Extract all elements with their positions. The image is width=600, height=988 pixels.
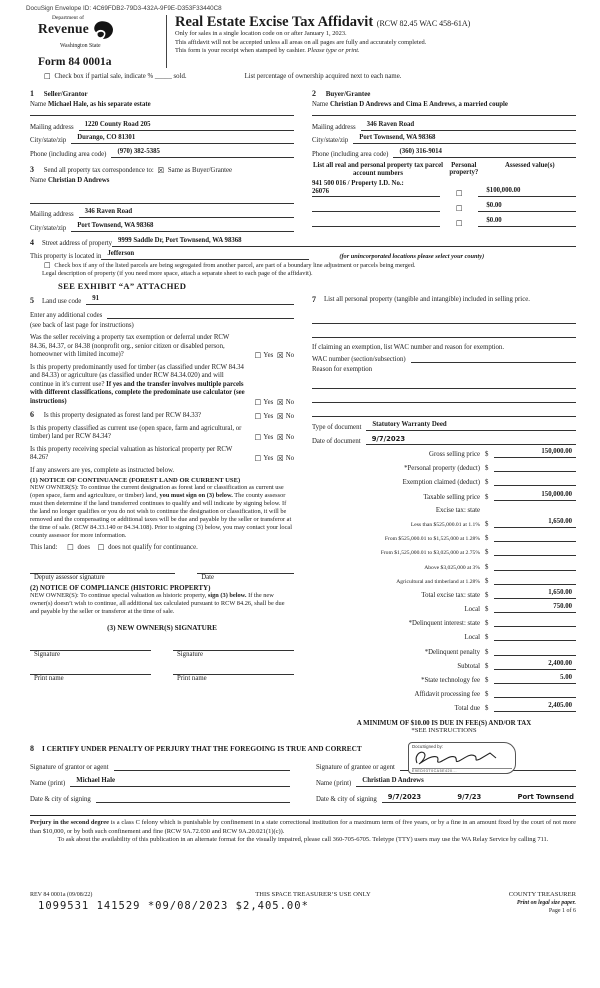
grantee-name-row: Name (print) Christian D Andrews [316, 777, 576, 787]
signature-label: Signature [34, 651, 61, 659]
parcel-row [312, 217, 576, 227]
reason-exemption-label: Reason for exemption [312, 366, 373, 374]
historic-question: Is this property receiving special valuation as historical property per RCW 84.26? ☐ Yes ☒ No [30, 445, 294, 464]
same-as-buyer-label: Same as Buyer/Grantee [167, 166, 233, 174]
seller-name-underline [30, 115, 294, 116]
section7-number: 7 [312, 295, 316, 305]
current-use-question: Is this property classified as current use (open space, farm and agricultural, or timber) land per RCW 84.34? ☐ Yes ☒ No [30, 424, 294, 443]
parcel-number: 941 500 016 / Property I.D. No.: 26076 [312, 180, 440, 197]
grantee-signing-date-short: 9/7/23 [457, 793, 482, 802]
grantor-date-city-line [96, 793, 290, 803]
tax-value [494, 476, 576, 486]
tax-rate-row: Less than $525,000.01 at 1.1% $ 1,650.00 [312, 518, 576, 528]
print-name-label: Print name [34, 675, 64, 683]
print-name-label: Print name [177, 675, 207, 683]
claiming-exemption-note: If claiming an exemption, list WAC number and reason for exemption. [312, 343, 505, 351]
parcel-col2-header: Personal property? [449, 161, 479, 177]
alternate-format-note: To ask about the availability of this publication in an alternate format for the visually impaired, please call 360-705-6705. Teletype (TTY) users may use the WA Relay Service by calling 711. [57, 836, 549, 844]
new-owner-signature-line [173, 641, 294, 651]
correspondence-blank-line [30, 194, 294, 204]
tax-value [494, 561, 576, 571]
deputy-signature-label: Deputy assessor signature [34, 573, 105, 581]
correspondence-city-row: City/state/zip Port Townsend, WA 98368 [30, 222, 294, 232]
notice-compliance-title: (2) NOTICE OF COMPLIANCE (HISTORIC PROPERTY) [30, 583, 211, 592]
buyer-mailing-value: 346 Raven Road [361, 121, 576, 131]
tax-row: *Delinquent penalty $ [312, 646, 576, 656]
minimum-fee-note: A MINIMUM OF $10.00 IS DUE IN FEE(S) AND/OR TAX [356, 720, 532, 728]
correspondence-name-value: Christian D Andrews [47, 177, 110, 184]
tax-value [494, 646, 576, 656]
tax-value [494, 462, 576, 472]
grantor-name-row: Name (print) Michael Hale [30, 777, 290, 787]
personal-property-checkbox[interactable]: ☐ [455, 218, 463, 228]
current-use-no-checkbox[interactable]: ☒ [276, 433, 284, 443]
section8 [30, 744, 576, 807]
current-use-yes-checkbox[interactable]: ☐ [254, 433, 262, 443]
notice-continuance-text: NEW OWNER(S): To continue the current designation as forest land or classification as current use (open space, farm and agriculture, or timber) land, you must sign on (3) below. The county assessor must then determine if the land transferred continues to qualify and will indicate by signing below. If the land no longer qualifies or you do not wish to continue the designation or classification, it will be removed and the compensating or additional taxes will be due and payable by the seller or transferor at the time of sale. (RCW 84.33.140 or 84.34.108). Prior to signing (3) below, you may contact your local county assessor for more information. [30, 483, 292, 540]
new-owner-signature-block [30, 641, 151, 658]
section2-number: 2 [312, 88, 316, 98]
certify-statement: I CERTIFY UNDER PENALTY OF PERJURY THAT THE FOREGOING IS TRUE AND CORRECT [42, 744, 362, 754]
tax-value: 150,000.00 [494, 448, 576, 458]
tax-value: 2,400.00 [494, 660, 576, 670]
grantor-name-value: Michael Hale [70, 777, 290, 787]
partial-sale-row [30, 73, 576, 81]
tax-column [303, 295, 576, 734]
ownership-note: List percentage of ownership acquired next to each name. [244, 73, 402, 80]
located-in-label: This property is located in [30, 252, 102, 260]
grantee-signing-column [316, 744, 576, 807]
seller-city-value: Durango, CO 81301 [71, 134, 294, 144]
personal-property-blank [312, 328, 576, 338]
signature-label: Signature [177, 651, 204, 659]
timber-question: Is this property predominantly used for timber (as classified under RCW 84.34 and 84.33) or agriculture (as classified under RCW 84.34.020) and will continue in it's current use? If yes and the transfer involves multiple parcels with different classifications, complete the predominate use calculator (see instructions) ☐ Yes ☒ No [30, 363, 294, 407]
parties-columns [30, 89, 576, 236]
tax-value [494, 546, 576, 556]
seller-mailing-value: 1220 County Road 205 [79, 121, 294, 131]
tax-value [494, 532, 576, 542]
legal-size-paper-note: Print on legal size paper. [516, 900, 576, 907]
revenue-logo-icon [91, 21, 113, 42]
assessed-value: $0.00 [478, 217, 576, 227]
county-treasurer-label: COUNTY TREASURER [508, 891, 576, 899]
does-qualify-checkbox[interactable]: ☐ [67, 543, 74, 553]
street-address-label: Street address of property [42, 240, 113, 247]
assessed-value: $100,000.00 [478, 187, 576, 197]
doc-type-row [312, 421, 576, 431]
if-yes-note: If any answers are yes, complete as instructed below. [30, 466, 175, 474]
section3-label: Send all property tax correspondence to: [43, 166, 154, 174]
buyer-name-row: Name Christian D Andrews and Cima E Andrews, a married couple [312, 100, 508, 108]
footer [30, 891, 576, 915]
washington-state-label: Washington State [60, 43, 101, 49]
land-use-label: Land use code [42, 298, 82, 306]
correspondence-name-row: Name Christian D Andrews [30, 177, 110, 184]
doc-type-label: Type of document [312, 424, 362, 432]
rcw-reference: (RCW 82.45 WAC 458-61A) [376, 19, 471, 28]
seller-mailing-row: Mailing address 1220 County Road 205 [30, 121, 294, 131]
forest-land-question: 6 Is this property designated as forest land per RCW 84.33? ☐ Yes ☒ No [30, 410, 294, 422]
unincorporated-note: (for unincorporated locations please select your county) [339, 252, 485, 260]
land-use-row [30, 295, 294, 305]
street-address-value: 9999 Saddle Dr, Port Townsend, WA 98368 [112, 237, 576, 247]
rev-number: REV 84 0001a (09/08/22) [30, 892, 93, 899]
county-value: Jefferson [101, 250, 309, 260]
tax-row: *Personal property (deduct) $ [312, 462, 576, 472]
tax-value: 750.00 [494, 603, 576, 613]
parcel-number [312, 202, 440, 212]
timber-no-checkbox[interactable]: ☒ [276, 397, 284, 407]
tax-row: Exemption claimed (deduct) $ [312, 476, 576, 486]
grantor-signing-column [30, 761, 290, 807]
grantee-name-value: Christian D Andrews [356, 777, 576, 787]
wac-number-label: WAC number (section/subsection) [312, 355, 406, 363]
doc-date-value: 9/7/2023 [366, 435, 576, 445]
revenue-wordmark: Revenue [38, 21, 89, 36]
deferral-no-checkbox[interactable]: ☒ [276, 351, 284, 361]
does-not-qualify-checkbox[interactable]: ☐ [97, 543, 105, 553]
buyer-name-value: Christian D Andrews and Cima E Andrews, a married couple [329, 100, 508, 108]
tax-value: 150,000.00 [494, 491, 576, 501]
new-owner-signature-block [173, 641, 294, 658]
historic-no-checkbox[interactable]: ☒ [276, 454, 284, 464]
doc-date-label: Date of document [312, 437, 361, 445]
section4 [30, 237, 576, 291]
new-owner-signature-line [30, 641, 151, 651]
tax-value [494, 617, 576, 627]
tax-value: 1,650.00 [494, 589, 576, 599]
see-instructions-note: *SEE INSTRUCTIONS [411, 727, 477, 735]
land-use-value: 91 [86, 295, 294, 305]
section5-number: 5 [30, 296, 34, 306]
grantor-signature-line [114, 761, 290, 771]
new-owner-printname-line [173, 665, 294, 675]
tax-row: *State technology fee $ 5.00 [312, 674, 576, 684]
additional-codes-label: Enter any additional codes [30, 311, 103, 319]
perjury-note: Perjury in the second degree is a class C felony which is punishable by confinement in a state correctional institution for a maximum term of five years, or by a fine in an amount fixed by the court of not more than $10,000, or by both such confinement and fine (RCW 9A.72.030 and RCW 9A.20.021(1)(c)). To ask about the availability of this publication in an alternate format for the visually impaired, please call 360-705-6705. Teletype (TTY) users may use the WA Relay Service by calling 711. [30, 815, 576, 845]
treasurer-stamp: 1099531 141529 *09/08/2023 $2,405.00* [38, 900, 309, 913]
deputy-signature-line [30, 564, 175, 574]
see-back-note: (see back of last page for instructions) [30, 322, 134, 330]
new-owner-printname-line [30, 665, 151, 675]
grantee-signing-city: Port Townsend [517, 793, 574, 802]
tax-value: 2,405.00 [494, 702, 576, 712]
grantee-signature-row: Signature of grantee or agent [316, 761, 576, 771]
docusign-envelope-id: DocuSign Envelope ID: 4C69FDB2-79D3-432A-9F9E-D353F33440C8 [26, 5, 222, 12]
seller-phone-row: Phone (including area code) (970) 382-5385 [30, 148, 294, 158]
grantee-signature-scrawl-icon [412, 761, 504, 768]
section2-heading: Buyer/Grantee [325, 89, 371, 98]
buyer-column [303, 89, 576, 236]
deputy-date-label: Date [201, 573, 215, 581]
parcel-number [312, 217, 440, 227]
seller-column [30, 89, 303, 236]
parcel-row [312, 202, 576, 212]
tax-row: Affidavit processing fee $ [312, 688, 576, 698]
wac-number-row [312, 353, 576, 363]
form-header [30, 15, 576, 68]
docusigned-by-label: DocuSigned by: [412, 744, 443, 750]
tax-row: Subtotal $ 2,400.00 [312, 660, 576, 670]
forest-yes-checkbox[interactable]: ☐ [254, 412, 262, 422]
tax-value [494, 575, 576, 585]
buyer-city-row: City/state/zip Port Townsend, WA 98368 [312, 134, 576, 144]
grantor-signature-row: Signature of grantor or agent [30, 761, 290, 771]
tax-rate-row: From $525,000.01 to $1,525,000 at 1.28% $ [312, 532, 576, 542]
parcel-row [312, 180, 576, 197]
additional-codes-value [107, 309, 294, 319]
new-owner-printname-block [173, 665, 294, 682]
this-land-row: This land: ☐ does ☐ does not qualify for continuance. [30, 543, 198, 553]
deferral-yes-checkbox[interactable]: ☐ [254, 351, 262, 361]
header-note-2: This affidavit will not be accepted unless all areas on all pages are fully and accurately completed. [175, 38, 427, 46]
buyer-city-value: Port Townsend, WA 98368 [353, 134, 576, 144]
historic-yes-checkbox[interactable]: ☐ [254, 454, 262, 464]
title-block [166, 15, 576, 68]
legal-description-label: Legal description of property (if you need more space, attach a separate sheet to each page of the affidavit). [42, 270, 313, 278]
assessed-value: $0.00 [478, 202, 576, 212]
section8-number: 8 [30, 744, 34, 754]
deputy-date-line [197, 564, 294, 574]
grantor-date-city-row: Date & city of signing [30, 793, 290, 803]
segregated-label: Check box if any of the listed parcels are being segregated from another parcel, are part of a boundary line adjustment or parcels being merged. [54, 262, 416, 269]
treasurer-use-only-label: THIS SPACE TREASURER’S USE ONLY [255, 891, 371, 899]
deputy-assessor-signature-block [30, 564, 175, 581]
section1-number: 1 [30, 88, 34, 98]
seller-name-value: Michael Hale, as his separate estate [47, 100, 151, 108]
correspondence-mailing-row: Mailing address 346 Raven Road [30, 208, 294, 218]
correspondence-mailing-value: 346 Raven Road [79, 208, 294, 218]
tax-row: Gross selling price $ 150,000.00 [312, 448, 576, 458]
partial-sale-checkbox[interactable]: ☐ [44, 72, 51, 81]
section4-number: 4 [30, 238, 34, 247]
notice-continuance-title: (1) NOTICE OF CONTINUANCE (FOREST LAND OR CURRENT USE) [30, 476, 241, 484]
form-title: Real Estate Excise Tax Affidavit (RCW 82.45 WAC 458-61A) [175, 14, 471, 30]
buyer-phone-row: Phone (including area code) (360) 316-9014 [312, 148, 576, 158]
correspondence-city-value: Port Townsend, WA 98368 [71, 222, 294, 232]
forest-no-checkbox[interactable]: ☒ [276, 412, 284, 422]
tax-row: Total excise tax: state $ 1,650.00 [312, 589, 576, 599]
tax-value: 1,650.00 [494, 518, 576, 528]
deputy-date-block [197, 564, 294, 581]
parcel-table-header [312, 162, 576, 178]
doc-date-row [312, 435, 576, 445]
segregated-checkbox[interactable]: ☐ [44, 261, 51, 270]
doc-type-value: Statutory Warranty Deed [366, 421, 576, 431]
docusign-stamp [408, 742, 516, 774]
personal-property-blank [312, 314, 576, 324]
partial-sale-label: Check box if partial sale, indicate % _____ sold. [54, 73, 187, 80]
personal-property-checkbox[interactable]: ☐ [455, 203, 463, 213]
tax-rate-row: Above $3,025,000 at 3% $ [312, 561, 576, 571]
buyer-phone-value: (360) 316-9014 [393, 148, 576, 158]
buyer-mailing-row: Mailing address 346 Raven Road [312, 121, 576, 131]
parcel-col1-header: List all real and personal property tax parcel account numbers [312, 161, 444, 177]
tax-row: Taxable selling price $ 150,000.00 [312, 491, 576, 501]
tax-value [494, 631, 576, 641]
tax-rate-row: Agricultural and timberland at 1.28% $ [312, 575, 576, 585]
grantee-signing-date: 9/7/2023 [387, 793, 422, 802]
deferral-question: Was the seller receiving a property tax exemption or deferral under RCW 84.36, 84.37, or 84.38 (nonprofit org., senior citizen or disabled person, homeowner with limited income)? ☐ Yes ☒ No [30, 334, 294, 361]
land-use-column [30, 295, 303, 734]
tax-value [494, 688, 576, 698]
section3-number: 3 [30, 164, 34, 174]
section6-number: 6 [30, 410, 34, 420]
buyer-name-underline [312, 115, 576, 116]
tax-rate-row: From $1,525,000.01 to $3,025,000 at 2.75% $ [312, 546, 576, 556]
tax-value: 5.00 [494, 674, 576, 684]
header-note-1: Only for sales in a single location code on or after January 1, 2023. [175, 30, 347, 38]
tax-row: Local $ 750.00 [312, 603, 576, 613]
section1-heading: Seller/Grantor [43, 89, 88, 98]
agency-block [30, 15, 166, 68]
wac-number-value [411, 353, 576, 363]
section3-row [30, 165, 294, 175]
header-note-3: This form is your receipt when stamped by cashier. Please type or print. [175, 46, 360, 54]
timber-yes-checkbox[interactable]: ☐ [254, 397, 262, 407]
reason-blank [312, 407, 576, 417]
grantee-date-city-row: Date & city of signing 9/7/2023 9/7/23 Port Townsend [316, 793, 574, 804]
seller-city-row: City/state/zip Durango, CO 81301 [30, 134, 294, 144]
docusign-stamp-id: E9ED93T0CA5E420... [412, 768, 512, 773]
new-owner-signature-title: (3) NEW OWNER(S) SIGNATURE [107, 624, 217, 633]
lower-columns [30, 295, 576, 734]
additional-codes-row [30, 309, 294, 319]
dept-of-label: Department of [52, 15, 84, 21]
reason-blank [312, 393, 576, 403]
excise-tax-header-row: Excise tax: state [435, 506, 480, 514]
page-number: Page 1 of 6 [548, 907, 576, 914]
tax-row: Local $ [312, 631, 576, 641]
new-owner-printname-block [30, 665, 151, 682]
personal-property-checkbox[interactable]: ☐ [455, 188, 463, 198]
seller-name-row: Name Michael Hale, as his separate estate [30, 100, 151, 108]
exhibit-a-note: SEE EXHIBIT “A” ATTACHED [58, 281, 187, 292]
personal-property-intro: 7 List all personal property (tangible and intangible) included in selling price. [312, 295, 530, 305]
same-as-buyer-checkbox[interactable]: ☒ [157, 165, 165, 175]
notice-compliance-text: NEW OWNER(S): To continue special valuation as historic property, sign (3) below. If the new owner(s) doesn’t wish to continue, all additional tax calculated pursuant to RCW 84.26, shall be due and payable by the seller or transferor at the time of sale. [30, 591, 285, 616]
tax-row: Total due $ 2,405.00 [312, 702, 576, 712]
reason-blank [312, 379, 576, 389]
parcel-col3-header: Assessed value(s) [504, 161, 555, 169]
tax-row: *Delinquent interest: state $ [312, 617, 576, 627]
form-number: Form 84 0001a [38, 56, 112, 68]
seller-phone-value: (970) 382-5385 [111, 148, 294, 158]
